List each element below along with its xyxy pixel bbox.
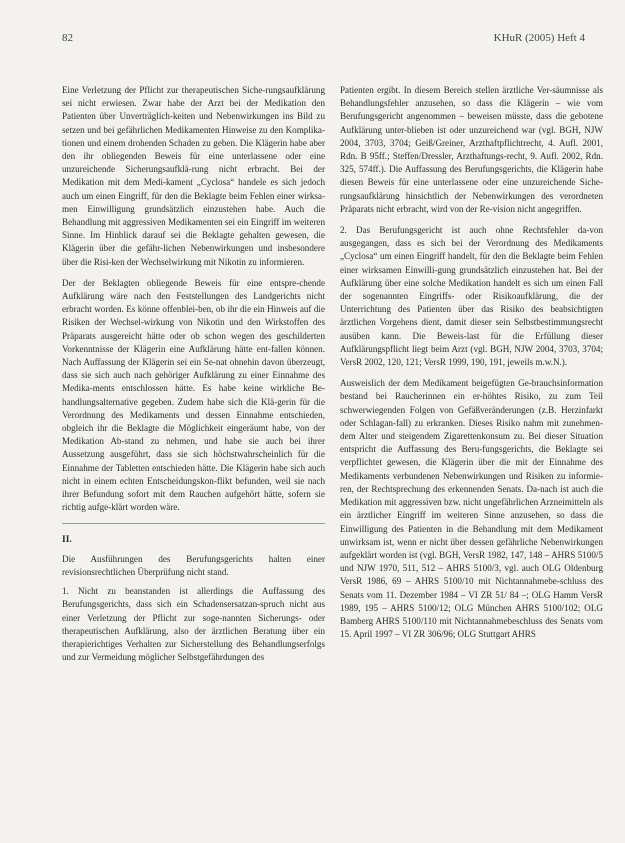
paragraph: Eine Verletzung der Pflicht zur therapeutischen Siche-rungsaufklärung sei nicht erwiesen. Zwar habe der Arzt bei der Medikation den Patienten über Unverträglich-keiten und Nebenwirkungen ins Bild zu setzen und bei gefährlichen Medikamenten Hinweise zu den Komplika-tionen und einem drohenden Schaden zu geben. Die Klägerin habe aber den ihr obliegenden Beweis für eine unterlassene oder eine unzureichende Sicherungsaufklä-rung nicht erbracht. Bei der Medikation mit dem Medi-kament „Cyclosa“ handele es sich jedoch auch um einen Eingriff, für den die Beklagte beim Fehlen einer wirksa-men Einwilligung grundsätzlich einzustehen habe. Auch die Behandlung mit aggressiven Medikamenten sei ein Eingriff im weiteren Sinne. Im Hinblick darauf sei die Beklagte gehalten gewesen, die Klägerin über die gefähr-lichen Nebenwirkungen und insbesondere über die Risi-ken der Wechselwirkung mit Nikotin zu informieren. xyxy=(62,85,325,267)
paragraph: 2. Das Berufungsgericht ist auch ohne Rechtsfehler da-von ausgegangen, dass es sich bei der Verordnung des Medikaments „Cyclosa“ um einen Eingriff handelt, für den die Beklagte beim Fehlen einer wirksamen Einwilli-gung grundsätzlich einzustehen hat. Bei der Aufklärung über eine solche Medikation handelt es sich um einen Fall der sogenannten Eingriffs- oder Risikoaufklärung, die der Unterrichtung des Patienten über das Risiko des beabsichtigten ärztlichen Vorgehens dient, damit dieser sein Selbstbestimmungsrecht ausüben kann. Die Beweis-last für die Erfüllung dieser Aufklärungspflicht liegt beim Arzt (vgl. BGH, NJW 2004, 3703, 3704; VersR 2002, 120, 121; VersR 1999, 190, 191, jeweils m.w.N.). xyxy=(340,225,603,368)
paragraph: 1. Nicht zu beanstanden ist allerdings die Auffassung des Berufungsgerichts, dass sich ein Schadensersatzan-spruch nicht aus einer Verletzung der Pflicht zur soge-nannten Sicherungs- oder therapeutischen Aufklärung, also der ärztlichen Beratung über ein therapierichtiges Verhalten zur Sicherstellung des Behandlungserfolgs und zur Vermeidung möglicher Selbstgefährdungen des xyxy=(62,586,325,663)
paragraph: Die Ausführungen des Berufungsgerichts halten einer revisionsrechtlichen Überprüfung nicht stand. xyxy=(62,553,325,577)
left-column xyxy=(62,84,325,672)
paragraph: Der der Beklagten obliegende Beweis für eine entspre-chende Aufklärung wäre nach den Feststellungen des Landgerichts nicht erbracht worden. Es könne offenblei-ben, ob ihr die ein Hinweis auf die Risiken der Wechsel-wirkung von Nikotin und den Wirkstoffen des Präparats ausgereicht hätte oder ob schon wegen des geschilderten Vorkenntnisse der Klägerin eine Aufklärung hätte ent-fallen können. Nach Auffassung der Klägerin sei ein Se-nat ohnehin davon überzeugt, dass sie sich auch nach gehöriger Aufklärung zu einer Einnahme des Medika-ments entschlossen hätte. Es habe keine wirkliche Be-handlungsalternative gegeben. Zudem habe sich die Klä-gerin für die Verordnung des Medikaments und dessen Einnahme entschieden, obgleich ihr die Beklagte die Möglichkeit eingeräumt habe, von der Medikation Ab-stand zu nehmen, und habe sie auch bei ihrer Aussetzung ausgeführt, dass sie sich höchstwahrscheinlich für die Einnahme der Tabletten entschieden hätte. Die Klägerin habe sich auch nicht in einem echten Entscheidungskon-flikt befunden, weil sie nach ihrer Befundung sofort mit dem Rauchen aufgehört hätte, sofern sie richtig aufge-klärt worden wäre. xyxy=(62,277,325,513)
paragraph: Ausweislich der dem Medikament beigefügten Ge-brauchsinformation bestand bei Raucherinnen ein er-höhtes Risiko, zu zum Teil schwerwiegenden Folgen von Gefäßveränderungen (z.B. Herzinfarkt oder Schlagan-fall) zu erkranken. Dieses Risiko nahm mit zunehmen-dem Alter und steigendem Zigarettenkonsum zu. Bei dieser Situation entspricht die Auffassung des Beru-fungsgerichts, die Beklagte sei verpflichtet gewesen, die Klägerin über die mit der Einnahme des Medikaments verbundenen Nebenwirkungen und Risiken zu informie-ren, der Rechtsprechung des erkennenden Senats. Da-nach ist auch die Medikation mit aggressiven bzw. nicht ungefährlichen Arzneimitteln als ein ärztlicher Eingriff im weiteren Sinne anzusehen, so dass die Einwilligung des Patienten in die Behandlung mit dem Medikament unwirksam ist, wenn er nicht über dessen gefährliche Nebenwirkungen aufgeklärt worden ist (vgl. BGH, VersR 1982, 147, 148 – AHRS 5100/5 und NJW 1970, 511, 512 – AHRS 5100/3, vgl. auch OLG Oldenburg VersR 1986, 69 – AHRS 5100/10 mit Nichtannahmebe-schluss des Senats vom 11. Dezember 1984 – VI ZR 51/ 84 –; OLG Hamm VersR 1989, 195 – AHRS 5100/12; OLG München AHRS 5100/102; OLG Bamberg AHRS 5100/110 mit Nichtannahmebeschluss des Senats vom 15. April 1997 – VI ZR 306/96; OLG Stuttgart AHRS xyxy=(340,378,603,640)
section-heading: II. xyxy=(62,534,72,545)
page-header xyxy=(62,32,585,44)
right-column xyxy=(340,84,603,649)
page-number: 82 xyxy=(62,32,73,44)
paragraph: Patienten ergibt. In diesem Bereich stellen ärztliche Ver-säumnisse als Behandlungsfehler anzusehen, so dass die Klägerin – wie vom Berufungsgericht angenommen – beweisen müsste, dass die gebotene Aufklärung unter-blieben ist oder unzureichend war (vgl. BGH, NJW 2004, 3703, 3704; Geiß/Greiner, Arzthaftpflichtrecht, 4. Aufl. 2001, Rdn. B 95ff.; Steffen/Dressler, Arzthaftungs-recht, 9. Aufl. 2002, Rdn. 325, 574ff.). Die Auffassung des Berufungsgerichts, die Klägerin habe diesen Beweis für eine unterlassene oder eine unzureichende Siche-rungsaufklärung hinsichtlich der Nebenwirkungen des verordneten Präparats nicht erbracht, wird von der Re-vision nicht angegriffen. xyxy=(340,85,603,214)
journal-reference: KHuR (2005) Heft 4 xyxy=(493,32,585,44)
section-divider xyxy=(62,523,325,524)
